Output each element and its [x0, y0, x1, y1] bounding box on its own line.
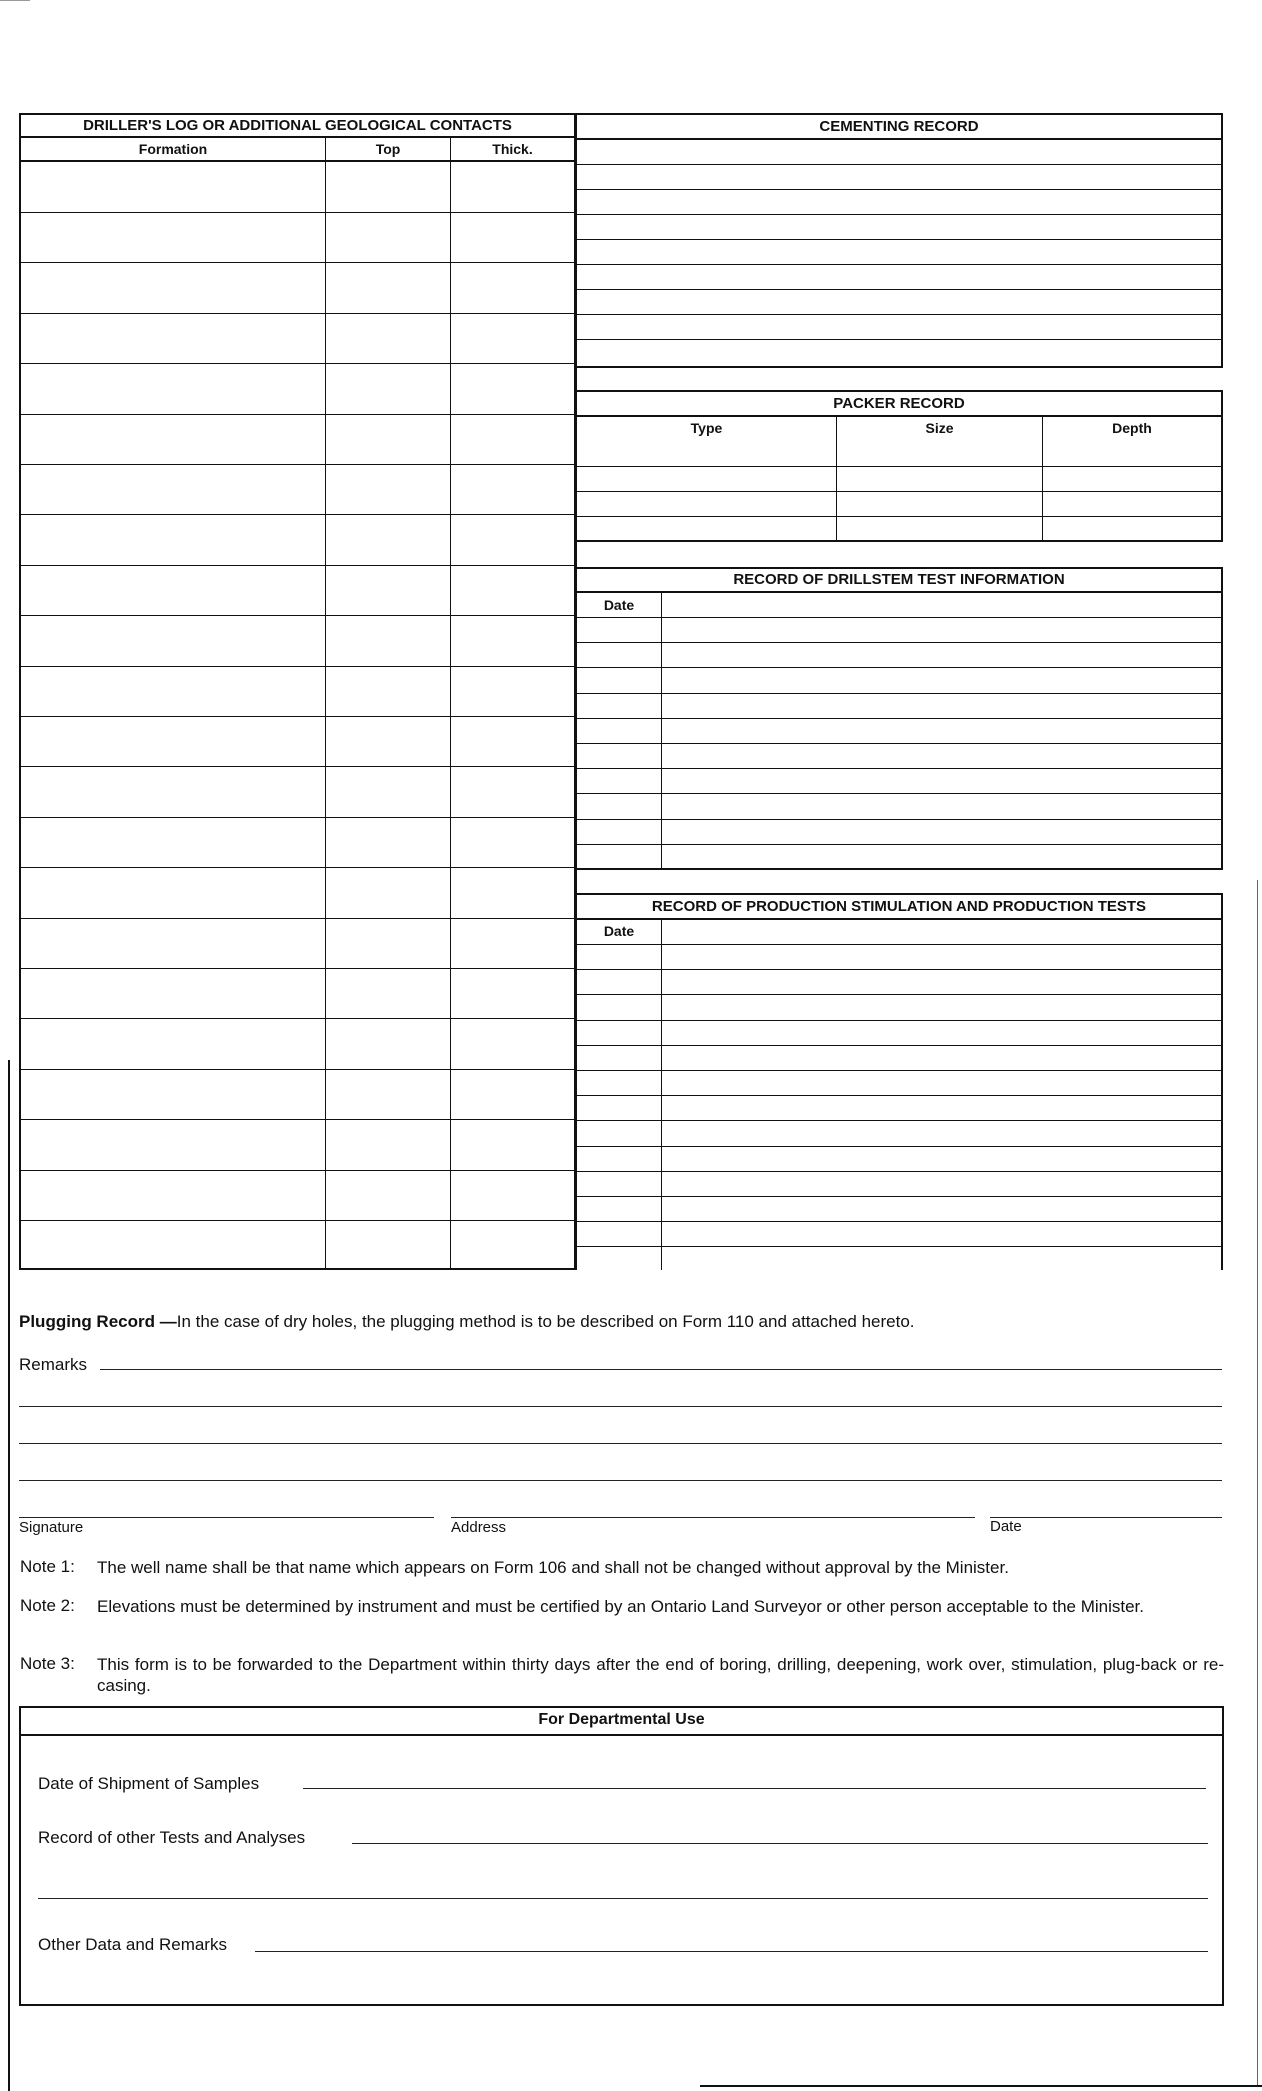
- log-row-line: [19, 867, 576, 868]
- production-date-column: Date: [603, 923, 635, 939]
- log-row-line: [19, 968, 576, 969]
- column-type: Type: [690, 420, 723, 436]
- prod-row-line: [576, 1146, 1223, 1147]
- cementing-record-title: CEMENTING RECORD: [819, 118, 979, 135]
- column-thick: Thick.: [492, 141, 533, 157]
- date-line[interactable]: [990, 1517, 1222, 1518]
- column-top: Top: [375, 141, 401, 157]
- drillstem-test-title: RECORD OF DRILLSTEM TEST INFORMATION: [733, 571, 1065, 588]
- drillers-log-title: DRILLER'S LOG OR ADDITIONAL GEOLOGICAL CONTACTS: [83, 117, 512, 134]
- shipment-line[interactable]: [303, 1788, 1206, 1789]
- dst-row-line: [576, 819, 1223, 820]
- dst-row-line: [576, 793, 1223, 794]
- remarks-line-3[interactable]: [19, 1443, 1222, 1444]
- scan-right-edge: [1257, 880, 1258, 2085]
- tests-analyses-label: Record of other Tests and Analyses: [38, 1828, 306, 1847]
- log-row-line: [19, 766, 576, 767]
- drillstem-date-column: Date: [603, 597, 635, 613]
- address-line[interactable]: [451, 1517, 975, 1518]
- signature-label: Signature: [19, 1519, 84, 1536]
- remarks-line-1[interactable]: [100, 1369, 1222, 1370]
- shipment-label: Date of Shipment of Samples: [38, 1774, 260, 1793]
- log-row-line: [19, 212, 576, 213]
- dst-row-line: [576, 667, 1223, 668]
- prod-row-line: [576, 969, 1223, 970]
- scan-bottom-edge: [700, 2085, 1262, 2087]
- log-row-line: [19, 464, 576, 465]
- column-size: Size: [925, 420, 954, 436]
- dst-row-line: [576, 693, 1223, 694]
- log-row-line: [19, 514, 576, 515]
- note-3-label: Note 3:: [20, 1654, 75, 1673]
- prod-row-line: [576, 1246, 1223, 1247]
- tests-analyses-line[interactable]: [352, 1843, 1208, 1844]
- prod-row-line: [576, 1095, 1223, 1096]
- prod-row-line: [576, 1070, 1223, 1071]
- note-3-text: This form is to be forwarded to the Department within thirty days after the end of boring, drilling, deepening, work over, stimulation, plug-back or re-casing.: [97, 1655, 1224, 1695]
- tests-analyses-line-2[interactable]: [38, 1898, 1208, 1899]
- log-row-line: [19, 1220, 576, 1221]
- log-row-line: [19, 1119, 576, 1120]
- prod-row-line: [576, 1120, 1223, 1121]
- prod-row-line: [576, 994, 1223, 995]
- log-row-line: [19, 363, 576, 364]
- log-row-line: [19, 1170, 576, 1171]
- prod-row-line: [576, 944, 1223, 945]
- note-1-label: Note 1:: [20, 1557, 75, 1576]
- dst-row-line: [576, 844, 1223, 845]
- log-row-line: [19, 313, 576, 314]
- packer-row-line: [576, 466, 1223, 467]
- note-2-text: Elevations must be determined by instrument and must be certified by an Ontario Land Surveyor or other person acceptable to the Minister.: [97, 1597, 1145, 1616]
- remarks-line-4[interactable]: [19, 1480, 1222, 1481]
- cement-row-line: [576, 289, 1223, 290]
- log-row-line: [19, 817, 576, 818]
- log-row-line: [19, 565, 576, 566]
- other-data-label: Other Data and Remarks: [38, 1935, 227, 1954]
- cement-row-line: [576, 164, 1223, 165]
- prod-row-line: [576, 1020, 1223, 1021]
- cement-row-line: [576, 264, 1223, 265]
- log-row-line: [19, 716, 576, 717]
- scan-edge-mark: [0, 0, 30, 1]
- dst-row-line: [576, 642, 1223, 643]
- packer-row-line: [576, 516, 1223, 517]
- dst-row-line: [576, 743, 1223, 744]
- plugging-record-text: In the case of dry holes, the plugging method is to be described on Form 110 and attached hereto.: [176, 1312, 915, 1331]
- log-row-line: [19, 615, 576, 616]
- other-data-line[interactable]: [255, 1951, 1208, 1952]
- log-row-line: [19, 666, 576, 667]
- prod-row-line: [576, 1171, 1223, 1172]
- column-depth: Depth: [1112, 420, 1152, 436]
- packer-row-line: [576, 491, 1223, 492]
- log-row-line: [19, 918, 576, 919]
- remarks-line-2[interactable]: [19, 1406, 1222, 1407]
- production-tests-title: RECORD OF PRODUCTION STIMULATION AND PRODUCTION TESTS: [651, 898, 1147, 915]
- log-row-line: [19, 262, 576, 263]
- dst-row-line: [576, 768, 1223, 769]
- remarks-label: Remarks: [19, 1355, 88, 1374]
- dst-row-line: [576, 718, 1223, 719]
- date-label: Date: [990, 1518, 1022, 1535]
- cement-row-line: [576, 214, 1223, 215]
- note-2-label: Note 2:: [20, 1596, 75, 1615]
- cement-row-line: [576, 239, 1223, 240]
- plugging-record: [19, 1312, 915, 1332]
- scan-left-edge: [8, 1060, 10, 2091]
- plugging-record-label: Plugging Record —: [19, 1312, 177, 1331]
- packer-record-title: PACKER RECORD: [833, 395, 965, 412]
- cement-row-line: [576, 189, 1223, 190]
- signature-line[interactable]: [19, 1517, 434, 1518]
- prod-row-line: [576, 1221, 1223, 1222]
- departmental-use-title: For Departmental Use: [538, 1711, 705, 1728]
- cement-row-line: [576, 339, 1223, 340]
- column-formation: Formation: [138, 141, 208, 157]
- note-1-text: The well name shall be that name which appears on Form 106 and shall not be changed without approval by the Minister.: [97, 1558, 1009, 1577]
- log-row-line: [19, 1018, 576, 1019]
- log-row-line: [19, 1069, 576, 1070]
- cement-row-line: [576, 314, 1223, 315]
- address-label: Address: [451, 1519, 507, 1536]
- prod-row-line: [576, 1045, 1223, 1046]
- log-row-line: [19, 414, 576, 415]
- prod-row-line: [576, 1196, 1223, 1197]
- dst-row-line: [576, 617, 1223, 618]
